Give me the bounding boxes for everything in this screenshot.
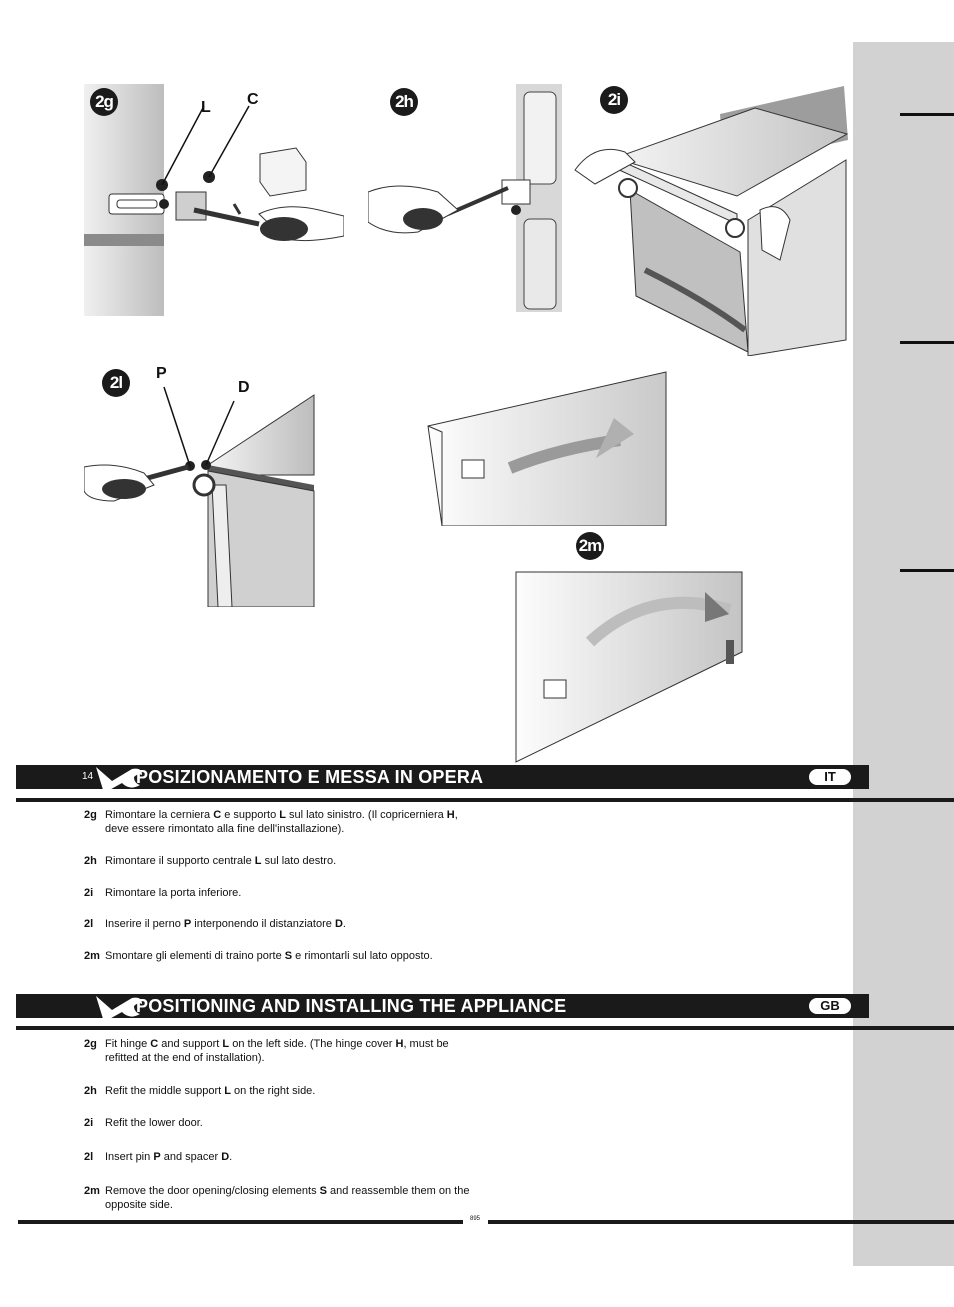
footer-code: 895 xyxy=(470,1216,481,1222)
figure-2i-illustration xyxy=(570,80,850,356)
reference-letter: L xyxy=(279,809,286,821)
step-text-part: Refit the lower door. xyxy=(105,1117,203,1129)
section-rule xyxy=(16,798,954,802)
instruction-step xyxy=(84,854,484,868)
tab-marker xyxy=(900,341,954,344)
step-code: 2g xyxy=(84,809,97,821)
step-code: 2h xyxy=(84,855,97,867)
figure-2m xyxy=(500,532,746,764)
reference-letter: D xyxy=(334,918,343,930)
step-code: 2m xyxy=(84,1185,100,1197)
step-code: 2l xyxy=(84,918,94,930)
instruction-step xyxy=(84,1116,484,1130)
reference-letter: L xyxy=(224,1085,231,1097)
figure-2m-door-upper xyxy=(426,362,670,526)
step-text xyxy=(105,949,484,963)
callout-label: D xyxy=(238,379,250,396)
footer-rule xyxy=(18,1220,463,1224)
section-header-it xyxy=(16,765,869,789)
step-text xyxy=(105,1150,484,1164)
step-text-part: Insert pin xyxy=(105,1151,154,1163)
tab-marker xyxy=(900,569,954,572)
step-text-part: Rimontare il supporto centrale xyxy=(105,855,255,867)
step-text-part: on the right side. xyxy=(230,1085,316,1097)
instruction-step xyxy=(84,886,484,900)
callout-label: C xyxy=(247,91,259,108)
step-text-part: Refit the middle support xyxy=(105,1085,225,1097)
step-text-part: Inserire il perno xyxy=(105,918,184,930)
wrench-icon xyxy=(90,757,142,795)
step-text-part: e rimontarli sul lato opposto. xyxy=(292,950,433,962)
section-title: POSITIONING AND INSTALLING THE APPLIANCE xyxy=(136,996,567,1016)
step-text-part: interponendo il distanziatore xyxy=(191,918,335,930)
figure-2i xyxy=(570,80,850,356)
step-text-part: and spacer xyxy=(160,1151,222,1163)
section-rule xyxy=(16,1026,954,1030)
step-code: 2g xyxy=(84,1038,97,1050)
step-text-part: sul lato destro. xyxy=(261,855,337,867)
step-text-part: and support xyxy=(158,1038,223,1050)
step-text xyxy=(105,917,484,931)
step-text-part: e supporto xyxy=(221,809,280,821)
footer-rule xyxy=(488,1220,954,1224)
step-code: 2h xyxy=(84,1085,97,1097)
figure-2g-illustration xyxy=(84,84,344,316)
instruction-step xyxy=(84,1037,484,1065)
door-panel-illustration xyxy=(426,362,670,526)
step-text-part: and reassemble them on the opposite side. xyxy=(105,1185,470,1211)
reference-letter: S xyxy=(319,1185,327,1197)
reference-letter: D xyxy=(221,1151,230,1163)
reference-letter: L xyxy=(254,855,262,867)
figure-2l-illustration xyxy=(84,365,316,607)
step-text-part: Smontare gli elementi di traino porte xyxy=(105,950,285,962)
reference-letter: P xyxy=(183,918,192,930)
figure-2h xyxy=(368,84,563,312)
figure-2l xyxy=(84,365,316,607)
figure-badge: 2g xyxy=(90,88,118,116)
step-text xyxy=(105,1084,484,1098)
step-text xyxy=(105,854,484,868)
tab-marker xyxy=(900,113,954,116)
step-text-part: on the left side. (The hinge cover xyxy=(229,1038,396,1050)
callout-label: L xyxy=(201,99,211,116)
figure-2h-illustration xyxy=(368,84,563,312)
figure-badge: 2l xyxy=(102,369,130,397)
figure-2g xyxy=(84,84,344,316)
figure-badge: 2m xyxy=(576,532,604,560)
wrench-icon xyxy=(90,986,142,1024)
section-title: POSIZIONAMENTO E MESSA IN OPERA xyxy=(136,767,484,787)
step-text xyxy=(105,886,484,900)
step-code: 2m xyxy=(84,950,100,962)
reference-letter: C xyxy=(150,1038,159,1050)
step-text-part: , must be refitted at the end of installation). xyxy=(105,1038,449,1064)
reference-letter: P xyxy=(153,1151,161,1163)
language-badge: IT xyxy=(809,769,851,785)
reference-letter: C xyxy=(213,809,222,821)
step-text-part: . xyxy=(342,918,346,930)
step-text-part: . xyxy=(229,1151,233,1163)
figure-2m-illustration xyxy=(500,532,746,764)
reference-letter: H xyxy=(446,809,455,821)
reference-letter: L xyxy=(222,1038,230,1050)
step-text-part: Rimontare la porta inferiore. xyxy=(105,887,242,899)
instruction-step xyxy=(84,949,484,963)
instruction-step xyxy=(84,917,484,931)
reference-letter: S xyxy=(284,950,293,962)
instruction-step xyxy=(84,1084,484,1098)
step-code: 2i xyxy=(84,1117,94,1129)
step-text-part: , deve essere rimontato alla fine dell'installazione). xyxy=(105,809,458,835)
step-code: 2i xyxy=(84,887,94,899)
step-code: 2l xyxy=(84,1151,94,1163)
section-header-gb xyxy=(16,994,869,1018)
side-tab xyxy=(853,42,954,1266)
step-text-part: sul lato sinistro. (Il copricerniera xyxy=(286,809,447,821)
language-badge: GB xyxy=(809,998,851,1014)
instruction-step xyxy=(84,1184,484,1212)
step-text-part: Rimontare la cerniera xyxy=(105,809,214,821)
page-number: 14 xyxy=(82,771,94,782)
step-text-part: Remove the door opening/closing elements xyxy=(105,1185,320,1197)
reference-letter: H xyxy=(395,1038,404,1050)
callout-label: P xyxy=(156,365,167,382)
step-text xyxy=(105,808,484,836)
step-text-part: Fit hinge xyxy=(105,1038,151,1050)
step-text xyxy=(105,1184,484,1212)
step-text xyxy=(105,1116,484,1130)
instruction-step xyxy=(84,1150,484,1164)
figure-badge: 2h xyxy=(390,88,418,116)
step-text xyxy=(105,1037,484,1065)
figure-badge: 2i xyxy=(600,86,628,114)
instruction-step xyxy=(84,808,484,836)
